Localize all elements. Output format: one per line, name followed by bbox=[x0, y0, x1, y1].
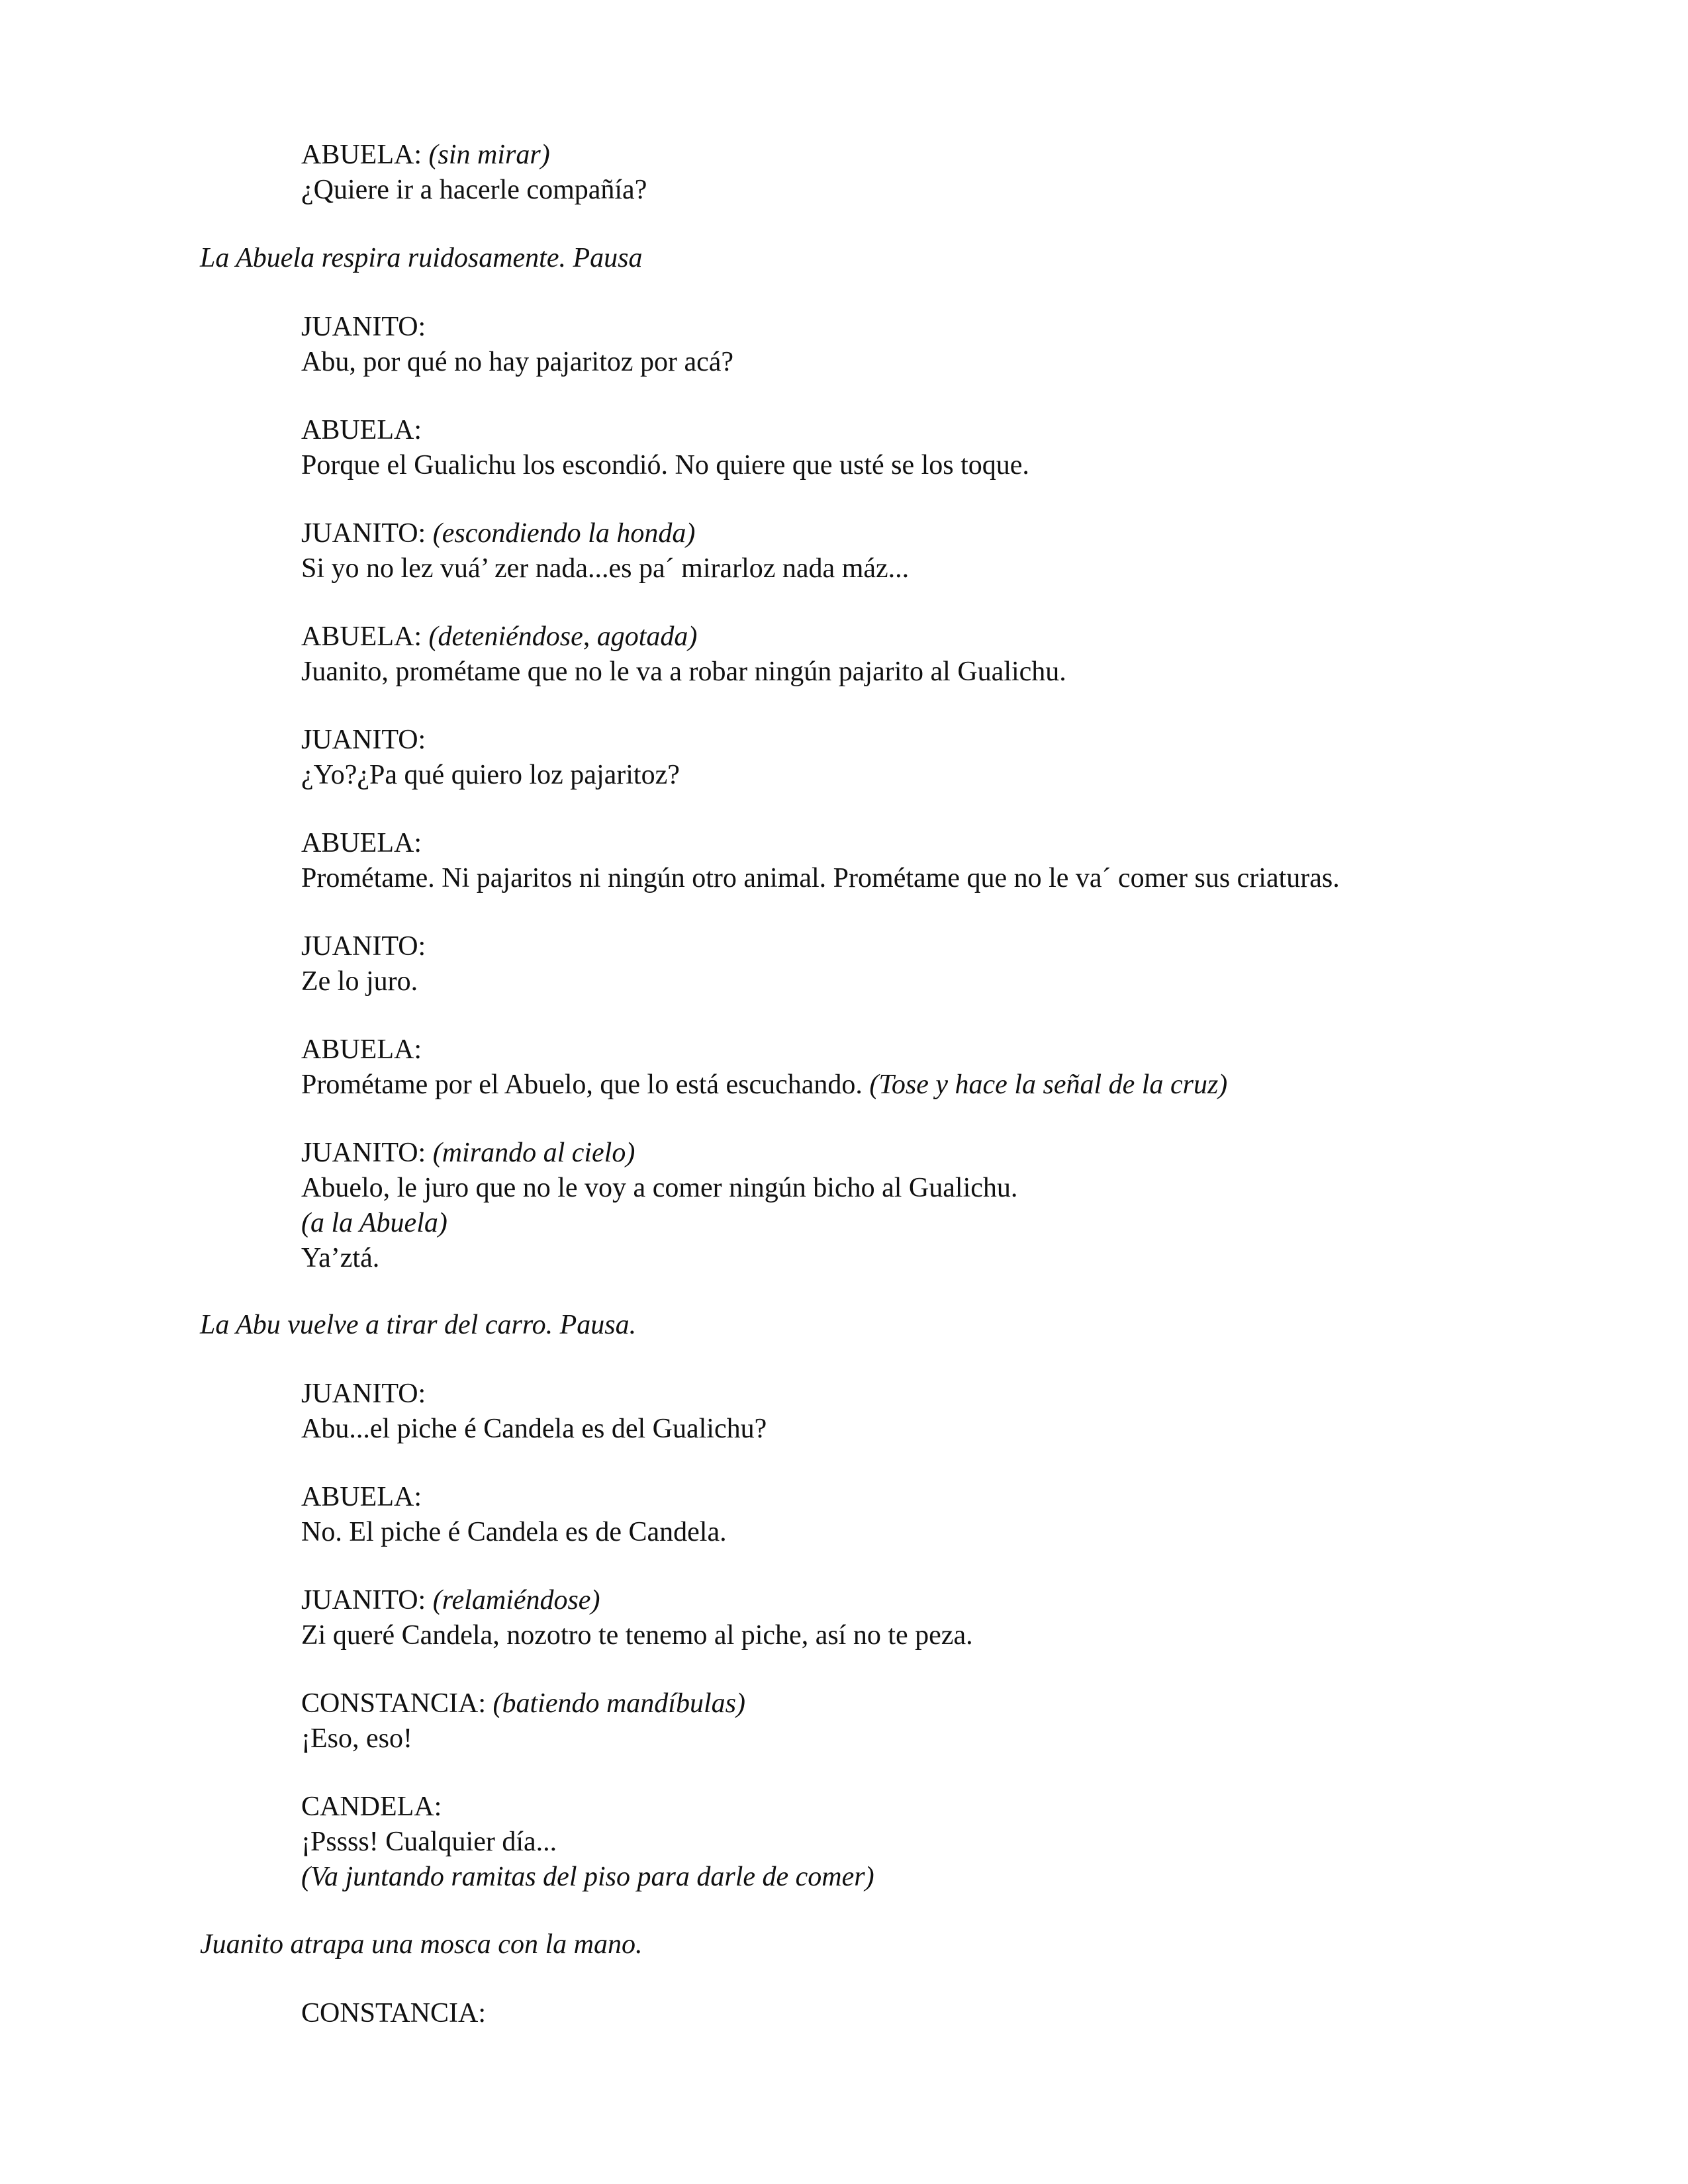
dialogue-line: ¿Yo?¿Pa qué quiero loz pajaritoz? bbox=[301, 760, 680, 790]
speaker-name: ABUELA: bbox=[301, 415, 422, 445]
stage-direction: (Va juntando ramitas del piso para darle de comer) bbox=[301, 1862, 874, 1892]
dialogue-line: Porque el Gualichu los escondió. No quiere que usté se los toque. bbox=[301, 450, 1029, 480]
dialogue-block bbox=[301, 929, 1559, 999]
dialogue-block bbox=[301, 1583, 1559, 1653]
dialogue-block bbox=[301, 1790, 1559, 1895]
dialogue-block bbox=[301, 723, 1559, 793]
speaker-name: ABUELA: bbox=[301, 140, 422, 170]
stage-action-text: La Abu vuelve a tirar del carro. Pausa. bbox=[200, 1310, 637, 1340]
speaker-name: JUANITO: bbox=[301, 518, 426, 549]
speaker-name: JUANITO: bbox=[301, 1379, 426, 1409]
stage-direction: (batiendo mandíbulas) bbox=[492, 1688, 745, 1719]
stage-direction: (relamiéndose) bbox=[432, 1585, 600, 1615]
stage-direction: (mirando al cielo) bbox=[432, 1138, 635, 1168]
dialogue-block bbox=[301, 1032, 1559, 1103]
speaker-name: JUANITO: bbox=[301, 931, 426, 962]
dialogue-block bbox=[301, 1480, 1559, 1550]
dialogue-line: Ze lo juro. bbox=[301, 966, 418, 997]
dialogue-block bbox=[301, 1996, 1559, 2031]
dialogue-line: Prométame. Ni pajaritos ni ningún otro animal. Prométame que no le va´ comer sus criaturas. bbox=[301, 863, 1340, 893]
speaker-name: CONSTANCIA: bbox=[301, 1688, 486, 1719]
dialogue-line: Juanito, prométame que no le va a robar ningún pajarito al Gualichu. bbox=[301, 657, 1066, 687]
dialogue-block bbox=[301, 138, 1559, 208]
dialogue-line: No. El piche é Candela es de Candela. bbox=[301, 1517, 727, 1547]
dialogue-line: ¡Pssss! Cualquier día... bbox=[301, 1827, 557, 1857]
speaker-name: ABUELA: bbox=[301, 828, 422, 858]
speaker-name: JUANITO: bbox=[301, 1138, 426, 1168]
dialogue-block bbox=[301, 516, 1559, 586]
stage-direction: (escondiendo la honda) bbox=[432, 518, 696, 549]
dialogue-line: Abu...el piche é Candela es del Gualichu? bbox=[301, 1414, 767, 1444]
dialogue-line: Zi queré Candela, nozotro te tenemo al piche, así no te peza. bbox=[301, 1620, 973, 1651]
stage-direction: (a la Abuela) bbox=[301, 1208, 447, 1238]
dialogue-line: Abu, por qué no hay pajaritoz por acá? bbox=[301, 347, 734, 377]
stage-action-text: La Abuela respira ruidosamente. Pausa bbox=[200, 243, 643, 273]
stage-action bbox=[200, 1927, 1524, 1962]
dialogue-block bbox=[301, 413, 1559, 483]
dialogue-block bbox=[301, 1686, 1559, 1756]
speaker-name: ABUELA: bbox=[301, 1034, 422, 1065]
dialogue-line: Abuelo, le juro que no le voy a comer ningún bicho al Gualichu. bbox=[301, 1173, 1018, 1203]
speaker-name: CONSTANCIA: bbox=[301, 1998, 486, 2028]
dialogue-block bbox=[301, 826, 1559, 896]
dialogue-block bbox=[301, 1136, 1559, 1276]
dialogue-block bbox=[301, 1377, 1559, 1447]
dialogue-line: Prométame por el Abuelo, que lo está escuchando. bbox=[301, 1069, 863, 1100]
dialogue-line: Ya’ztá. bbox=[301, 1243, 380, 1273]
dialogue-line: ¿Quiere ir a hacerle compañía? bbox=[301, 175, 647, 205]
stage-direction: (sin mirar) bbox=[428, 140, 550, 170]
stage-direction: (deteniéndose, agotada) bbox=[428, 621, 698, 652]
speaker-name: JUANITO: bbox=[301, 312, 426, 342]
dialogue-block bbox=[301, 310, 1559, 380]
speaker-name: JUANITO: bbox=[301, 1585, 426, 1615]
speaker-name: ABUELA: bbox=[301, 621, 422, 652]
speaker-name: ABUELA: bbox=[301, 1482, 422, 1512]
stage-action bbox=[200, 1308, 1524, 1343]
speaker-name: JUANITO: bbox=[301, 725, 426, 755]
stage-action bbox=[200, 241, 1524, 276]
stage-direction: (Tose y hace la señal de la cruz) bbox=[869, 1069, 1228, 1100]
stage-action-text: Juanito atrapa una mosca con la mano. bbox=[200, 1929, 643, 1960]
speaker-name: CANDELA: bbox=[301, 1792, 442, 1822]
dialogue-line: ¡Eso, eso! bbox=[301, 1723, 412, 1754]
dialogue-block bbox=[301, 619, 1559, 690]
dialogue-line: Si yo no lez vuá’ zer nada...es pa´ mirarloz nada máz... bbox=[301, 553, 910, 584]
